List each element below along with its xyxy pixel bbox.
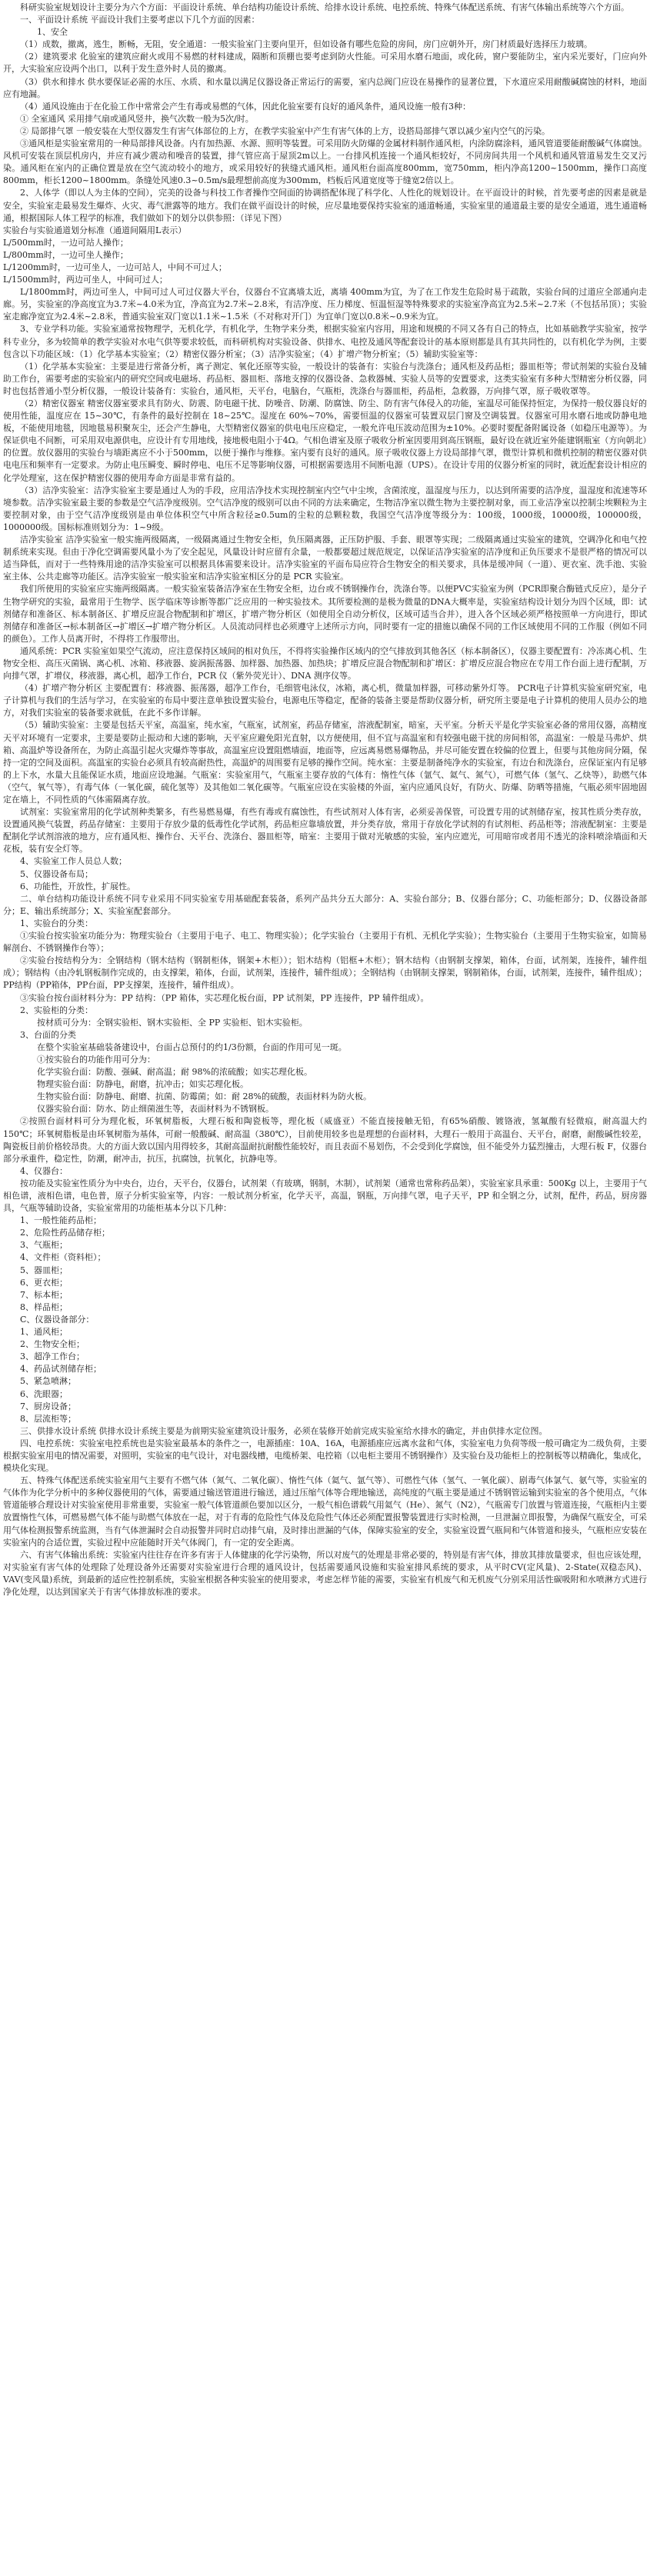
paragraph: L/800mm时，一边可坐人操作； — [3, 249, 128, 260]
paragraph: ②实验台按结构分为：全钢结构（钢木结构（钢制柜体，钢架+木柜））；铝木结构（铝框+木柜）；钢木结构（由钢制支撑架，箱体，台面，试剂架，连接件，辅件组成）；钢结构（由冷轧钢板制作完成的，由支撑架，箱体，台面，试剂架，连接件，辅件组成）；全钢结构（由钢制支撑架，钢制箱体，台面，试剂架，连接件，辅件组成）；PP结构（PP箱体，PP台面，PP支撑架，连接件，辅件组成）。 — [3, 955, 647, 991]
paragraph: （4）扩增产物分析区 主要配置有：移液器、振荡器，超净工作台，毛细管电泳仪，冰箱，离心机，微量加样器，可移动紫外灯等。 PCR电子计算机实验室研究室，电子计算机与我们的生活与学习，在实验室的布局中要注意单独设置实验台，电源电压等稳定，配备的装备主要是帮助仪器分析，研究所主要是电子计算机的使用人员办公的地方，对我们实验室的装备要求就低，在此不多作详解。 — [3, 683, 647, 718]
paragraph: 4、药品试剂储存柜； — [20, 1364, 102, 1375]
paragraph: C、仪器设备部分： — [20, 1314, 95, 1325]
paragraph: ③通风柜是实验室常用的一种局部排风设备。内有加热源、水源、照明等装置。可采用防火防爆的金属材料制作通风柜，内涂防腐涂料，通风管道要能耐酸碱气体腐蚀。风机可安装在顶层机房内，并应有减少震动和噪音的装置，排气管应高于屋顶2m以上。一台排风机连接一个通风柜较好，不同房间共用一个风机和通风管道易发生交叉污染。通风柜在室内的正确位置是放在空气流动较小的地方，或采用较好的狭缝式通风柜。通风柜台面高度800mm，宽750mm，柜内净高1200~1500mm，操作口高度800mm，柜长1200~1800mm。条缝处风速0.3~0.5m/s最理想前高度为300mm，档板后风道宽度等于缝宽2倍以上。 — [3, 138, 647, 186]
paragraph: 6、功能性，开放性，扩展性。 — [20, 881, 135, 891]
paragraph: 在整个实验室基础装备建设中，台面占总预付的约1/3份额，台面的作用可见一斑。 — [37, 1041, 347, 1052]
paragraph: （2）精密仪器室 精密仪器室要求具有防火、防震、防电磁干扰、防噪音、防潮、防腐蚀、防尘、防有害气体侵入的功能，室温尽可能保持恒定，为保持一般仪器良好的使用性能，温度应在 15~30℃，有条件的最好控制在 18~25℃。湿度在 60%~70%，需要恒温的仪器室可装置双层门窗及空调装置。仪器室可用水磨石地或防静电地板，不能使用地毯，因地毯易积聚灰尘，还会产生静电，大型精密仪器室的供电电压应稳定，一般允许电压波动范围为±10%。必要时要配备附属设备（如稳压电源等）。为保证供电不间断，可采用双电源供电，应设计有专用地线，接地极电阻小于4Ω。气相色谱室及原子吸收分析室因要用到高压钢瓶，最好设在就近室外能建钢瓶室（方向朝北）的位置。放仪器用的实验台与墙距离应不小于500mm，以便于操作与维修。室内要有良好的通风。原子吸收仪器上方设局部排气罩，微型计算机和微机控制的精密仪器对供电电压和频率有一定要求。为防止电压瞬变、瞬时停电、电压不足等影响仪器，可根据需要选用不间断电源（UPS）。在设计专用的仪器分析室的同时，就近配套设计相应的化学处理室，这在保护精密仪器的使用寿命方面是非常有益的。 — [3, 398, 647, 483]
paragraph: 生物实验台面：防静电、耐磨、抗菌、防霉菌；如：耐 28%的硫酸，表面材料为防火板。 — [37, 1091, 372, 1102]
paragraph: 5、器皿柜； — [20, 1265, 68, 1275]
paragraph: （4）通风设施由于在化验工作中常常会产生有毒或易燃的气体，因此化验室要有良好的通风条件，通风设施一般有3种： — [20, 101, 471, 112]
paragraph: 三、供排水设计系统 供排水设计系统主要是为前期实验室建筑设计服务，必须在装修开始前完成实验室给水排水的确定，并由供排水定位图。 — [20, 1425, 548, 1436]
paragraph: 洁净实验室 洁净实验室一般实施两级隔离，一级隔离通过生物安全柜，负压隔离器，正压防护服、手套、眼罩等实现；二级隔离通过实验室的建筑，空调净化和电气控制系统来实现。但由于净化空调需要风量小为了安全起见，风量设计时应留有余量，一般都要超过规范规定，以保证洁净实验室的洁净度和正负压要求不是很严格的情况可以适当降低，而对于一些特殊用途的洁净实验室可以根据具体需要来设计。洁净实验室的平面布局应符合生物安全的相关要求，具体是缓冲间（一道）、更衣室、洗手池、实验室主体、公共走廊等功能区。洁净实验室一般实验室和洁净实验室相区分的是 PCR 实验室。 — [3, 535, 647, 582]
paragraph: ①实验台按实验室功能分为：物理实验台（主要用于电子、电工、物理实验）；化学实验台（主要用于有机、无机化学实验）；生物实验台（主要用于生物实验室，如简易解剖台、不锈钢操作台等）； — [3, 931, 647, 954]
paragraph: 4、文件柜（资料柜）； — [20, 1252, 106, 1263]
paragraph: 物理实验台面：防静电，耐磨，抗冲击；如实芯理化板。 — [37, 1079, 248, 1090]
paragraph: L/1800mm时，两边可坐人，中间可过人可过仪器大平台，仪器台不宜离墙太近，离墙 400mm为宜，为了在工作发生危险时易于疏散，实验台间的过道应全部通向走廊。另，实验室的净高度宜为3.7米~4.0米为宜，净高宜为2.7米~2.8米，有洁净度、压力梯度、恒温恒湿等特殊要求的实验室净高宜为2.5米~2.7米（不包括吊顶）；实验室走廊净宽宜为2.4米~2.8米，普通实验室双门宽以1.1米~1.5米（不对称对开门）为宜单门宽以0.8米~0.9米为宜。 — [3, 287, 647, 322]
paragraph: （2）建筑要求 化验室的建筑应耐火或用不易燃的材料建成，隔断和顶棚也要考虑到防火性能。可采用水磨石地面，或化砖，窗户要能防尘，室内采光要好，门应向外开，大实验室应设两个出口，以利于发生意外时人员的撤离。 — [3, 52, 647, 75]
paragraph: 6、更衣柜； — [20, 1277, 68, 1288]
paragraph: 2、人体学（即以人为主体的空间），完美的设备与科技工作者操作空间面的协调搭配体现了科学化、人性化的规划设计。在平面设计的时候，首先要考虑的因素是就是安全，实验室走最易发生爆炸、火灾、毒气泄露等的地方。我们在做平面设计的时候，应尽量地要保持实验室的通道畅通，实验室里的通道最主要的是安全通道，逃生通道畅通，根据国际人体工程学的标准，我们做如下的划分以供参照：（详见下图） — [3, 188, 647, 223]
paragraph: 1、一般性能药品柜； — [20, 1215, 102, 1226]
paragraph: L/500mm时，一边可站人操作； — [3, 237, 128, 248]
paragraph: 8、层流柜等； — [20, 1413, 76, 1424]
paragraph: ② 局部排气罩 一般安装在大型仪器发生有害气体部位的上方，在教学实验室中产生有害气体的上方，设搭局部排气罩以减少室内空气的污染。 — [20, 125, 550, 136]
paragraph: 二、单台结构功能设计系统不同专业采用不同实验室专用基础配套装备，系列产品共分五大部分：A、实验台部分；B、仪器台部分；C、功能柜部分；D、仪器设备部分；E、输出系统部分；X、实验室配套部分。 — [3, 893, 647, 916]
paragraph: L/1200mm时，一边可坐人，一边可站人，中间不可过人； — [3, 262, 227, 272]
paragraph: 3、气瓶柜； — [20, 1240, 68, 1251]
paragraph: 3、台面的分类 — [20, 1029, 76, 1040]
paragraph: 科研实验室规划设计主要分为六个方面：平面设计系统、单台结构功能设计系统、给排水设计系统、电控系统、特殊气体配送系统、有害气体输出系统等六个方面。 — [20, 2, 629, 12]
paragraph: ③实验台按台面材料分为：PP 结构：（PP 箱体，实芯理化板台面，PP 试剂架，PP 连接件，PP 辅件组成）。 — [20, 992, 429, 1003]
paragraph: ②按照台面材料可分为理化板，环氧树脂板，大理石板和陶瓷板等，理化板（威盛亚）不能直接接触无铅，有65%硝酸、镀铬液，氢氟酸有轻微痕，耐高温大约150℃；环氧树脂板是由环氧树脂为基体，可耐一般酸碱、耐高温（380℃），目前使用较多也是理想的台面材料，大理石一般用于高温台、天平台，耐磨，耐酸碱性较差，陶瓷板目前价格较昂贵。大的方面大致以国内用得较多，其耐高温耐抗耐酸性能较好，而且表面不易划伤，不会受到化学腐蚀，但不能受外力猛烈撞击，大理石板 F，仪器台部分承重件，稳定性，防潮，耐冲击，抗压，抗腐蚀，抗氧化，抗静电等。 — [3, 1116, 647, 1164]
paragraph: 化学实验台面：防酸、强碱、耐高温；耐 98%的浓硫酸；如实芯理化板。 — [37, 1067, 312, 1078]
paragraph: 1、实验台的分类： — [20, 918, 93, 928]
paragraph: （1）化学基本实验室：主要是进行常备分析，离子测定、氧化还原等实验，一般设计的装备有：实验台与洗涤台；通风柜及药品柜；器皿柜等；带试剂架的实验台及辅助工作台，需要考虑的实验室内的研究空间或电磁场、药品柜、器皿柜、落地支撑的仪器设备、急救器械、实验人员等的安置要求，这类实验室有多种大型精密分析仪器，同时也包括普通小型分析仪器，一般设计装备有：实验台，通风柜，天平台，电脑台，气瓶柜，洗涤台与器皿柜，药品柜，急救器，万向排气罩，原子吸收罩等。 — [3, 361, 647, 396]
paragraph: ① 全室通风 采用排气扇或通风竖井，换气次数一般为5次/时。 — [20, 113, 254, 124]
paragraph: 仪器实验台面：防水、防止细菌滋生等，表面材料为不锈钢板。 — [37, 1104, 274, 1115]
paragraph: 1、安全 — [37, 27, 68, 38]
paragraph: （3）洁净实验室：洁净实验室主要是通过人为的手段，应用洁净技术实现控制室内空气中尘埃，含菌浓度，温湿度与压力，以达到所需要的洁净度，温湿度和流速等环境参数。洁净实验室最主要的参数是空气洁净度级别。空气洁净度的级别可以由不同的方法来确定，生物洁净室以微生物为主要控制对象，而工业洁净室以控制尘埃颗粒为主要控制对象，由于空气洁净度级别是由单位体积空气中所含粒径≥0.5um的尘粒的总颗粒数，我国空气洁净度等级分为：100级，1000级，10000级，100000级，1000000级。国标标准则划分为：1~9级。 — [3, 485, 647, 532]
paragraph: 7、厨房设备； — [20, 1401, 76, 1411]
paragraph: 一、平面设计系统 平面设计我们主要考虑以下几个方面的因素： — [20, 15, 260, 25]
paragraph: （1）成数，撤离，逃生，断畅，无阻，安全通道：一般实验室门主要向里开，但如设备有哪些危险的房间，房门应朝外开，房门材质最好选择压力玻璃。 — [20, 39, 592, 50]
paragraph: 6、洗眼器； — [20, 1388, 68, 1399]
paragraph: L/1500mm时，两边可坐人，中间可过人； — [3, 275, 168, 285]
paragraph: 4、仪器台： — [20, 1165, 68, 1176]
paragraph: 3、专业学科功能。实验室通常按物理学，无机化学，有机化学，生物学来分类，根据实验室内容用，用途和规模的不同又各有自己的特点，比如基础教学实验室，按学科专业分，多为较简单的教学实验对水电气供等要求较低，而科研机构对实验设备、供排水、电控及通风等配套设计的基本原则都是具有其共同性的，以有机化学为例，主要包含以下功能区域：（1）化学基本实验室；（2）精密仪器分析室；（3）洁净实验室；（4）扩增产物分析室；（5）辅助实验室等： — [3, 324, 647, 359]
paragraph: 我们所使用的实验室应实施两级隔离。一般实验室装备洁净室在生物安全柜，边台或不锈钢操作台，洗涤台等。以便PVC实验室为例（PCR即聚合酶链式反应），是分子生物学研究的实验，最常用于生物学、医学临床等诊断等都广泛应用的一种实验技术。其所要检测的是极为微量的DNA大概率是，实验室结构设计划分为四个区域，即：试剂储存和准备区、标本制备区、扩增反应混合物配制和扩增区，扩增产物分析区（如使用全自动分析仪，区域可适当合并），进入各个区域必须严格按照单一方向进行，即试剂储存和准备区→标本制备区→扩增区→扩增产物分析区。人员流动同样也必须遵守上述所示方向，同时要有一定的措施以确保不同的工作区域使用不同的工作服（例如不同的颜色）。工作人员离开时，不得将工作服带出。 — [3, 584, 647, 644]
paragraph: 通风系统：PCR 实验室如果空气流动，应注意保持区域间的相对负压，不得将实验操作区域内的空气排放到其他各区（标本制备区），仪器主要配置有：冷冻离心机、生物安全柜、高压灭菌锅、离心机、冰箱、移液器、旋涡振荡器、加样器、加热器、加热块；扩增反应混合物配制和扩增区：扩增反应混合物应在专用工作台面上进行配制，万向排气罩，扩增仪，移液器，离心机，超净工作台，PCR 仪（紫外荧光计）、DNA 测序仪等。 — [3, 645, 647, 681]
paragraph: 按材质可分为：全钢实验柜、钢木实验柜、全 PP 实验柜、铝木实验柜。 — [37, 1017, 308, 1028]
paragraph: （5）辅助实验室：主要是包括天平室，高温室，纯水室，气瓶室，试剂室，药品存储室，溶液配制室，暗室，天平室。分析天平是化学实验室必备的常用仪器，高精度天平对环境有一定要求，主要是要防止振动和大速的影响，天平室应避免阳光直射，以方便使用，但不宜与高温室和有较强电磁干扰的房间相邻，高温室：一般是马弗炉、烘箱、高温炉等设备所在，为防止高温引起火灾爆炸等事故，高温室应设置阻燃墙面，地面等，应远离易燃易爆物品，并尽可能安置在较偏的位置上，但要与其他房间分隔，保持一定的空间及面积。高温室的实验台必须具有较高耐热性，高温炉的周围要有足够的操作空间。纯水室：主要是制备纯净水的实验室，有边台和洗涤台，应保证室内有足够的上下水，水量大且能保证水质，地面应设地漏。气瓶室：实验室用气，气瓶室主要存放的气体有：惰性气体（氩气、氦气、氮气），可燃气体（氢气、乙炔等），助燃气体（空气，氧气等），有毒气体（一氧化碳，硫化氢等）及其他如二氧化碳等。气瓶室应设在实验楼的外面，室内应通风良好，有防火、防爆、防晒等措施，气瓶必须牢固地固定在墙上，不同性质的气体需隔离存放。 — [3, 720, 647, 805]
paragraph: ①按实验台的功能作用可分为： — [37, 1054, 155, 1065]
paragraph: 3、超净工作台； — [20, 1351, 85, 1362]
paragraph: 2、危险性药品储存柜； — [20, 1228, 110, 1238]
paragraph: 5、仪器设备布局； — [20, 868, 93, 879]
paragraph: 按功能及实验室性质分为中央台，边台，天平台，仪器台，试剂架（有玻璃，钢制，木制），试剂架（通常也常称药品架），实验室家具承重：500Kg 以上，主要用于气相色谱，液相色谱，电色普，原子分析实验室等，内容：一般试剂分析室，化学天平，高温，钢瓶，万向排气罩，电子天平，PP 和全钢之分，试剂，配件，药品，厨房器具，气瓶等辅助设备，实验室常用的功能柜基本分以下几种： — [3, 1178, 647, 1214]
paragraph: 2、实验柜的分类： — [20, 1005, 93, 1015]
paragraph: （3）供水和排水 供水要保证必需的水压、水质、和水量以满足仪器设备正常运行的需要，室内总阀门应设在易操作的显著位置，下水道应采用耐酸碱腐蚀的材料，地面应有地漏。 — [3, 76, 647, 99]
paragraph: 1、通风柜； — [20, 1327, 68, 1338]
paragraph: 四、电控系统：实验室电控系统也是实验室最基本的条件之一，电源插座：10A、16A，电源插座应远离水盆和气体，实验室电力负荷等级一般可确定为二级负荷，主要根据实验室用电的情况需要，对照明，实验室的电气设计，对电器线槽，电缆桥架、电控箱（以电柜主要用不锈钢操作）及实验台及功能柜上的控制板等以精确化，集成化，模块化实现。 — [3, 1438, 647, 1474]
paragraph: 实验台与实验通道划分标准（通道间隔用L表示） — [3, 225, 187, 235]
paragraph: 4、实验室工作人员总人数； — [20, 856, 127, 867]
paragraph: 五、特殊气体配送系统实验室用气主要有不燃气体（氮气、二氧化碳）、惰性气体（氦气、氩气等）、可燃性气体（氢气、一氧化碳）、剧毒气体氯气、氨气等，实验室的气体作为化学分析中的多种仪器使用的气体，需要通过输送管道进行输送，通过压缩气体等合理地输送，高纯度的气瓶主要是通过不锈钢管运输到实验室的各个使用点，气体管道能够合理设计对实验室使用非常重要，实验室一般气体管道颜色要加以区分，一般气相色谱载气用氦气（He）、氮气（N2），气瓶需专门放置与管道连接，气瓶柜内主要放置惰性气体，可燃易燃气体不能与助燃气体放在一起，对于有毒的危险性气体及危险性气体还必须配置报警装置进行实时检测，一旦泄漏立即报警，为确保气瓶安全，可采用气体检测报警系统监测，当有气体泄漏时会自动报警并同时启动排气扇，及时排出泄漏的气体，保障实验室的安全，实验室设置气瓶间和气体管道和接头，气瓶柜应安装在实验室内的合适位置，实验过程中应能随时开关气体阀门，有一定的安全距离。 — [3, 1475, 647, 1548]
paragraph: 5、紧急喷淋； — [20, 1376, 76, 1387]
paragraph: 试剂室：实验室常用的化学试剂种类繁多，有些易燃易爆，有些有毒或有腐蚀性，有些试剂对人体有害，必须妥善保管，可设置专用的试剂储存室，按其性质分类存放，设置通风换气装置，药品存储室：主要用于存放少量的低毒性化学试剂，药品柜应靠墙放置，并分类存放，常用于存放化学试剂的有试剂柜、药品柜等；溶液配制室：主要是配制化学试剂溶液的地方，应有通风柜、操作台、天平台、洗涤台、器皿柜等，暗室：主要用于做对光敏感的实验，室内应遮光，可用暗帘或者用不透光的涂料喷涂墙面和天花板，装有安全灯等。 — [3, 807, 647, 855]
paragraph: 8、样品柜； — [20, 1301, 68, 1312]
paragraph: 六、有害气体输出系统：实验室内往往存在许多有害于人体健康的化学污染物，所以对废气的处理是非常必要的，特别是有害气体，排放其排放量要求，但也应该处理，对实验室有害气体的处理除了处理设备外还需要对实验室进行合理的通风设计，包括需要通风设施和实验室排风系统的要求，从平时CV(定风量)、2-State(双稳态风)、VAV(变风量)系统，到最新的适应性控制系统，实验室根据各种实验室的使用要求，考虑怎样节能的需要，实验室有机废气和无机废气分别采用活性碳吸附和水喷淋方式进行净化处理，以达到国家关于有害气体排放标准的要求。 — [3, 1549, 647, 1597]
paragraph: 7、标本柜； — [20, 1289, 68, 1300]
paragraph: 2、生物安全柜； — [20, 1339, 85, 1350]
